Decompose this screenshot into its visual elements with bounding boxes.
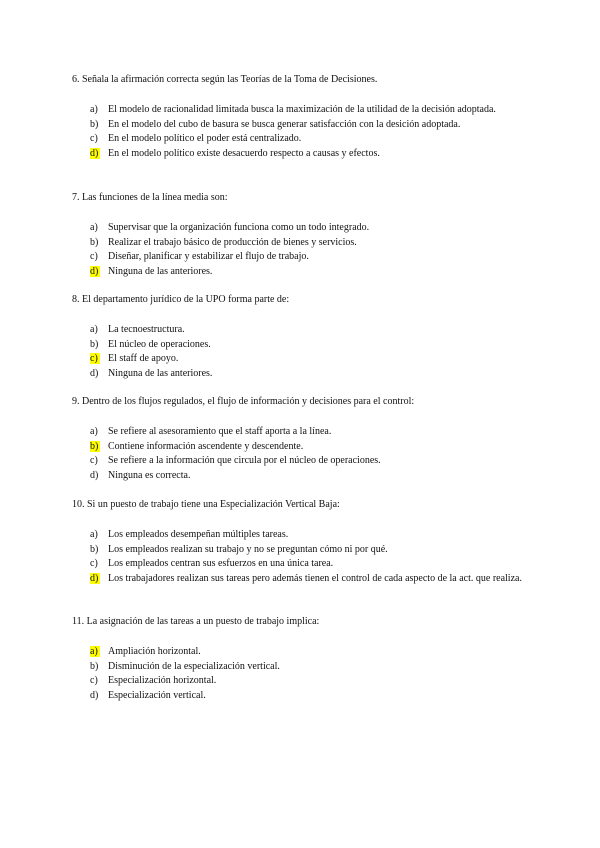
question-text: 11. La asignación de las tareas a un puesto de trabajo implica:: [72, 616, 320, 627]
option-letter: d): [90, 689, 99, 701]
option-text: El núcleo de operaciones.: [108, 338, 211, 350]
option-b: [90, 660, 532, 675]
option-text: Los empleados realizan su trabajo y no se preguntan cómo ni por qué.: [108, 543, 388, 555]
option-d: [90, 469, 532, 484]
question-text: 6. Señala la afirmación correcta según las Teorías de la Toma de Decisiones.: [72, 74, 378, 85]
option-letter-highlighted: a): [90, 646, 98, 657]
option-letter: d): [90, 469, 99, 481]
option-text: Se refiere a la información que circula por el núcleo de operaciones.: [108, 455, 381, 466]
question-11: [72, 614, 532, 703]
option-letter: a): [90, 222, 98, 233]
option-text: Se refiere al asesoramiento que el staff aporta a la línea.: [108, 426, 332, 437]
option-text: El modelo de racionalidad limitada busca la maximización de la utilidad de la decisión adoptada.: [108, 104, 496, 115]
option-c: [90, 352, 532, 367]
option-a: [90, 221, 532, 236]
option-text: Ninguna de las anteriores.: [108, 367, 213, 379]
option-letter: b): [90, 236, 99, 248]
option-d: [90, 689, 532, 704]
option-letter-highlighted: c): [90, 353, 98, 364]
options-list: [72, 221, 532, 279]
option-text: La tecnoestructura.: [108, 324, 185, 335]
option-b: [90, 118, 532, 133]
option-text: Los empleados desempeñan múltiples tareas.: [108, 529, 289, 540]
option-letter: c): [90, 133, 98, 144]
option-text: En el modelo del cubo de basura se busca generar satisfacción con la desición adoptada.: [108, 118, 461, 130]
options-list: [72, 103, 532, 161]
option-c: [90, 674, 532, 689]
option-d: [90, 367, 532, 382]
option-c: [90, 557, 532, 572]
option-text: En el modelo político existe desacuerdo respecto a causas y efectos.: [108, 147, 380, 159]
options-list: [72, 528, 532, 586]
options-list: [72, 645, 532, 703]
option-letter: b): [90, 660, 99, 672]
option-text: Los empleados centran sus esfuerzos en una única tarea.: [108, 558, 334, 569]
option-letter: a): [90, 324, 98, 335]
option-b: [90, 338, 532, 353]
option-text: Los trabajadores realizan sus tareas pero además tienen el control de cada aspecto de la act. que realiza.: [108, 572, 522, 584]
option-text: En el modelo político el poder está centralizado.: [108, 133, 302, 144]
option-a: [90, 425, 532, 440]
option-text: Ampliación horizontal.: [108, 646, 201, 657]
question-text: 7. Las funciones de la línea media son:: [72, 192, 228, 203]
question-6: [72, 72, 532, 161]
option-letter: c): [90, 675, 98, 686]
option-letter: a): [90, 104, 98, 115]
option-text: Ninguna es correcta.: [108, 469, 191, 481]
option-letter: b): [90, 338, 99, 350]
option-letter-highlighted: d): [90, 572, 99, 584]
question-10: [72, 497, 532, 586]
option-text: Supervisar que la organización funciona como un todo integrado.: [108, 222, 370, 233]
question-9: [72, 394, 532, 483]
option-letter: c): [90, 251, 98, 262]
option-c: [90, 132, 532, 147]
option-letter: c): [90, 558, 98, 569]
option-letter-highlighted: d): [90, 147, 99, 159]
option-c: [90, 250, 532, 265]
option-text: Especialización horizontal.: [108, 675, 217, 686]
option-text: Especialización vertical.: [108, 689, 206, 701]
option-a: [90, 645, 532, 660]
option-letter: d): [90, 367, 99, 379]
option-text: Realizar el trabajo básico de producción de bienes y servicios.: [108, 236, 357, 248]
option-a: [90, 103, 532, 118]
options-list: [72, 323, 532, 381]
question-8: [72, 292, 532, 381]
option-letter: b): [90, 118, 99, 130]
option-letter: b): [90, 543, 99, 555]
option-text: Diseñar, planificar y estabilizar el flujo de trabajo.: [108, 251, 309, 262]
option-letter: a): [90, 529, 98, 540]
question-text: 10. Si un puesto de trabajo tiene una Especialización Vertical Baja:: [72, 499, 340, 510]
option-letter-highlighted: d): [90, 265, 99, 277]
option-b: [90, 440, 532, 455]
question-7: [72, 190, 532, 279]
option-b: [90, 543, 532, 558]
option-a: [90, 528, 532, 543]
option-text: Contiene información ascendente y descendente.: [108, 440, 304, 452]
options-list: [72, 425, 532, 483]
option-d: [90, 147, 532, 162]
option-letter: c): [90, 455, 98, 466]
option-text: Ninguna de las anteriores.: [108, 265, 213, 277]
option-letter-highlighted: b): [90, 440, 99, 452]
option-b: [90, 236, 532, 251]
option-letter: a): [90, 426, 98, 437]
option-text: Disminución de la especialización vertical.: [108, 660, 280, 672]
option-c: [90, 454, 532, 469]
option-d: [90, 572, 532, 587]
option-a: [90, 323, 532, 338]
question-text: 9. Dentro de los flujos regulados, el flujo de información y decisiones para el control:: [72, 396, 415, 407]
option-d: [90, 265, 532, 280]
option-text: El staff de apoyo.: [108, 353, 179, 364]
question-text: 8. El departamento jurídico de la UPO forma parte de:: [72, 294, 290, 305]
